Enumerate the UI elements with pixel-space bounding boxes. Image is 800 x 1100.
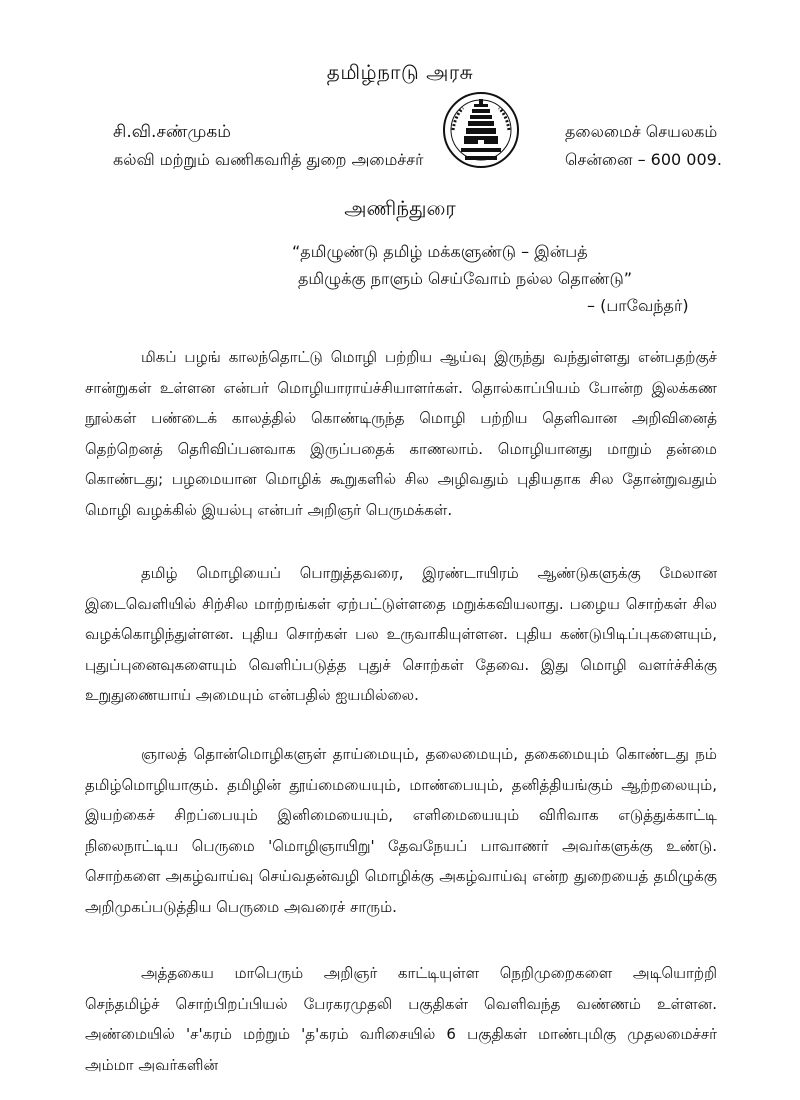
body-paragraph: அத்தகைய மாபெரும் அறிஞர் காட்டியுள்ள நெறிமுறைகளை அடியொற்றி செந்தமிழ்ச் சொற்பிறப்பியல் பேரகரமுதலி பகுதிகள் வெளிவந்த வண்ணம் உள்ளன. அண்மையில் 'ச'கரம் மற்றும் 'த'கரம் வரிசையில் 6 பகுதிகள் மாண்புமிகு முதலமைச்சர் அம்மா அவர்களின் <box>85 964 717 1074</box>
minister-block <box>113 118 423 174</box>
section-title: அணிந்துரை <box>344 196 456 220</box>
office-block <box>565 118 722 174</box>
verse-line: “தமிழுண்டு தமிழ் மக்களுண்டு – இன்பத் <box>292 242 588 261</box>
government-heading: தமிழ்நாடு அரசு <box>326 60 474 84</box>
verse-line: தமிழுக்கு நாளும் செய்வோம் நல்ல தொண்டு” <box>298 269 633 288</box>
verse-attribution: – (பாவேந்தர்) <box>587 296 689 315</box>
tamil-nadu-emblem-icon <box>441 90 521 170</box>
body-paragraph: தமிழ் மொழியைப் பொறுத்தவரை, இரண்டாயிரம் ஆண்டுகளுக்கு மேலான இடைவெளியில் சிற்சில மாற்றங்கள் ஏற்பட்டுள்ளதை மறுக்கவியலாது. பழைய சொற்கள் சில வழக்கொழிந்துள்ளன. புதிய சொற்கள் பல உருவாகியுள்ளன. புதிய கண்டுபிடிப்புகளையும், புதுப்புனைவுகளையும் வெளிப்படுத்த புதுச் சொற்கள் தேவை. இது மொழி வளர்ச்சிக்கு உறுதுணையாய் அமையும் என்பதில் ஐயமில்லை. <box>85 564 717 705</box>
office-name: தலைமைச் செயலகம் <box>565 122 718 141</box>
minister-name: சி.வி.சண்முகம் <box>113 122 231 142</box>
minister-title: கல்வி மற்றும் வணிகவரித் துறை அமைச்சர் <box>113 150 424 169</box>
body-paragraph: ஞாலத் தொன்மொழிகளுள் தாய்மையும், தலைமையும், தகைமையும் கொண்டது நம் தமிழ்மொழியாகும். தமிழின் தூய்மையையும், மாண்பையும், தனித்தியங்கும் ஆற்றலையும், இயற்கைச் சிறப்பையும் இனிமையையும், எளிமையையும் விரிவாக எடுத்துக்காட்டி நிலைநாட்டிய பெருமை 'மொழிஞாயிறு' தேவநேயப் பாவாணர் அவர்களுக்கு உண்டு. சொற்களை அகழ்வாய்வு செய்வதன்வழி மொழிக்கு அகழ்வாய்வு என்ற துறையைத் தமிழுக்கு அறிமுகப்படுத்திய பெருமை அவரைச் சாரும். <box>85 745 717 916</box>
verse-quote <box>292 238 632 292</box>
office-address: சென்னை – 600 009. <box>565 150 722 169</box>
body-paragraph: மிகப் பழங் காலந்தொட்டு மொழி பற்றிய ஆய்வு இருந்து வந்துள்ளது என்பதற்குச் சான்றுகள் உள்ளன என்பர் மொழியாராய்ச்சியாளர்கள். தொல்காப்பியம் போன்ற இலக்கண நூல்கள் பண்டைக் காலத்தில் கொண்டிருந்த மொழி பற்றிய தெளிவான அறிவினைத் தெற்றெனத் தெரிவிப்பனவாக இருப்பதைக் காணலாம். மொழியானது மாறும் தன்மை கொண்டது; பழமையான மொழிக் கூறுகளில் சில அழிவதும் புதியதாக சில தோன்றுவதும் மொழி வழக்கில் இயல்பு என்பர் அறிஞர் பெருமக்கள். <box>85 348 717 519</box>
